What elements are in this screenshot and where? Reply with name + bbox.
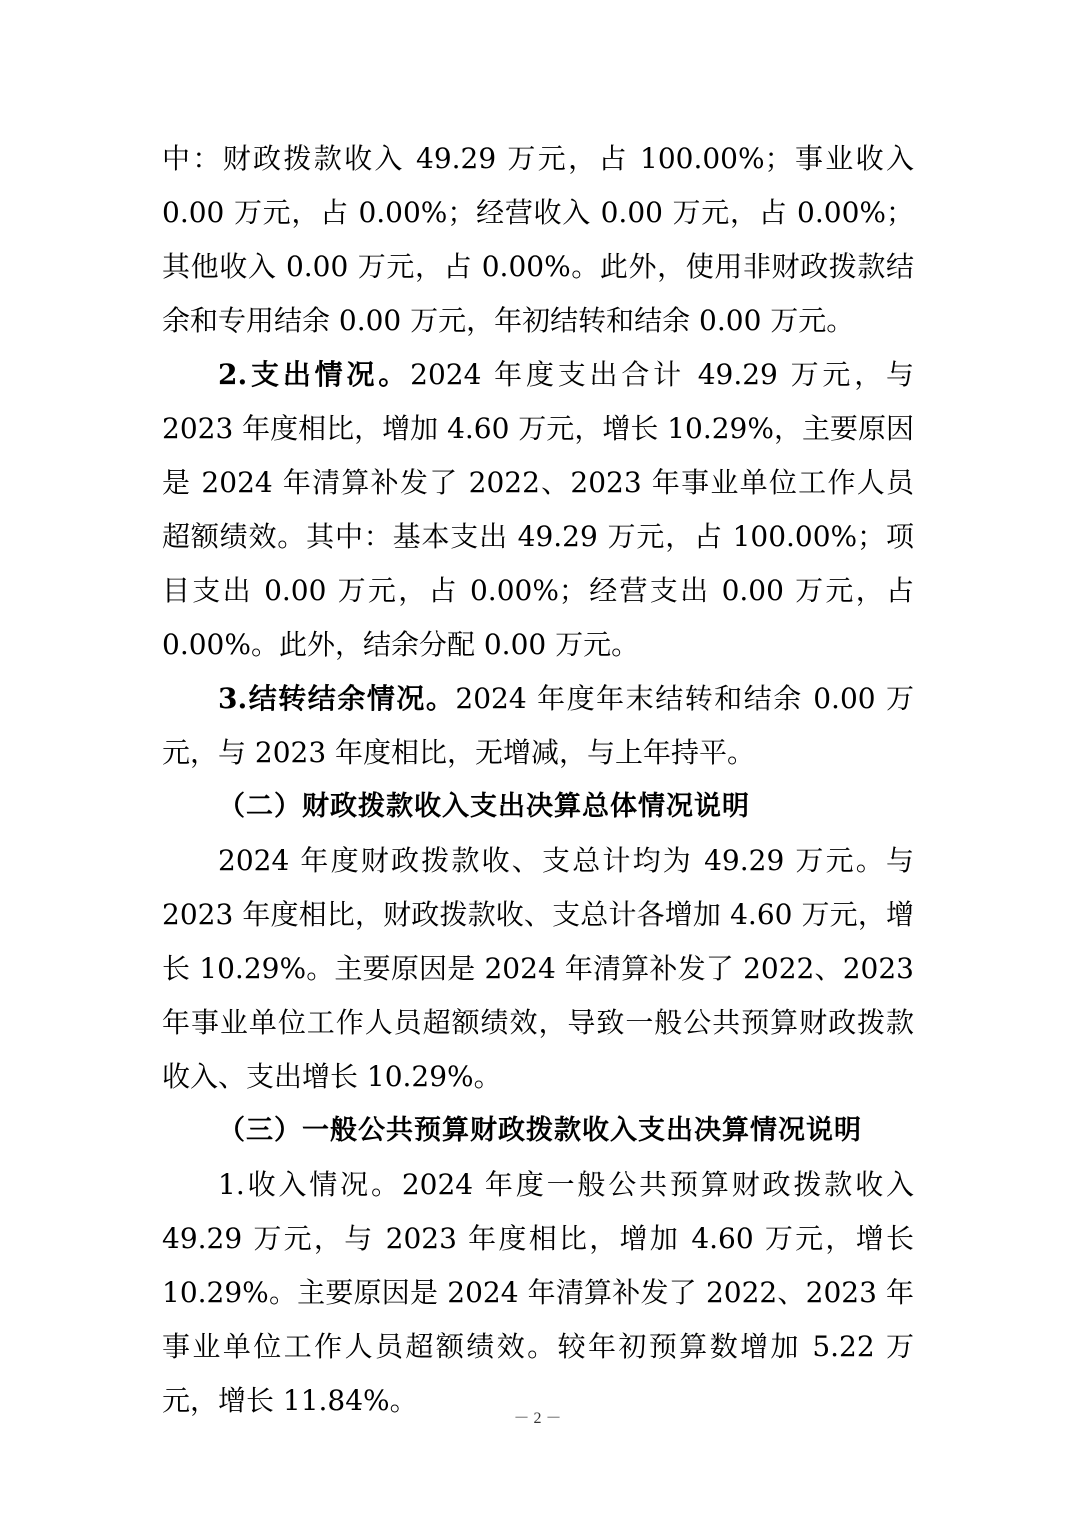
income-paragraph-continuation: 中：财政拨款收入 49.29 万元，占 100.00%；事业收入 0.00 万元，占 0.00%；经营收入 0.00 万元，占 0.00%；其他收入 0.00 万元，占 0.00%。此外，使用非财政拨款结余和专用结余 0.00 万元，年初结转和结余 0.00 万元。 (162, 142, 914, 337)
general-income-paragraph: 1.收入情况。2024 年度一般公共预算财政拨款收入 49.29 万元，与 2023 年度相比，增加 4.60 万元，增长 10.29%。主要原因是 2024 年清算补发了 2022、2023 年事业单位工作人员超额绩效。较年初预算数增加 5.22 万元，增长 11.84%。 (162, 1168, 914, 1417)
carryover-body: 2024 年度年末结转和结余 0.00 万元，与 2023 年度相比，无增减，与上年持平。 (162, 682, 914, 769)
expense-body: 2024 年度支出合计 49.29 万元，与 2023 年度相比，增加 4.60 万元，增长 10.29%，主要原因是 2024 年清算补发了 2022、2023 年事业单位工作人员超额绩效。其中：基本支出 49.29 万元，占 100.00%；项目支出 0.00 万元，占 0.00%；经营支出 0.00 万元，占 0.00%。此外，结余分配 0.00 万元。 (162, 358, 915, 661)
page-number: － 2 － (513, 1410, 562, 1427)
carryover-lead: 3.结转结余情况。 (218, 682, 456, 715)
section-heading-2: （二）财政拨款收入支出决算总体情况说明 (218, 791, 750, 822)
document-body (162, 132, 914, 1428)
fiscal-total-paragraph: 2024 年度财政拨款收、支总计均为 49.29 万元。与 2023 年度相比，财政拨款收、支总计各增加 4.60 万元，增长 10.29%。主要原因是 2024 年清算补发了 2022、2023 年事业单位工作人员超额绩效，导致一般公共预算财政拨款收入、支出增长 10.29%。 (162, 844, 914, 1093)
carryover-paragraph (162, 672, 914, 780)
section-heading-3: （三）一般公共预算财政拨款收入支出决算情况说明 (218, 1115, 862, 1146)
expense-lead: 2.支出情况。 (218, 358, 411, 391)
expense-paragraph (162, 348, 914, 672)
